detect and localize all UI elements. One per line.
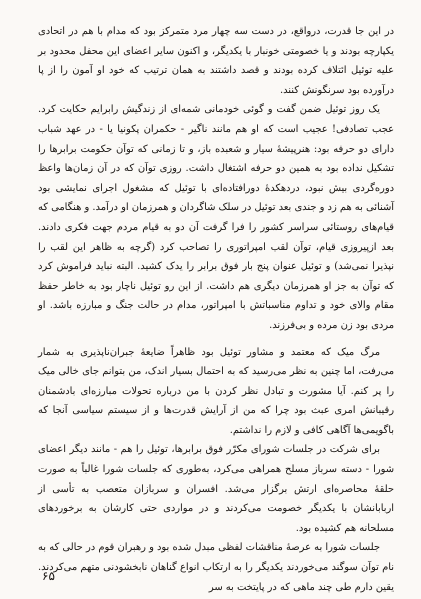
paragraph-1: در این جا قدرت، درواقع، در دست سه چهار مرد متمرکز بود که مدام با هم در اتحادی یکپارچه بودند و یا خصومتی خونبار با یکدیگر، و اکنون سایر اعضای این محفل محدود بر علیه توئیل ائتلاف کرده بودند و قصد داشتند به همان ترتیب که خود او آمون را از پا درآورده بود سرنگونش کنند.	[38, 26, 394, 96]
page-number: ۶۵	[42, 569, 55, 583]
paragraph-4: برای شرکت در جلسات شورای مکرّر فوق برابرها، توئیل را هم - مانند دیگر اعضای شورا - دسته سرباز مسلح همراهی می‌کرد، به‌طوری که جلسات شورا غالباً به صورت حلقهٔ محاصره‌ای ارتش برگزار می‌شد. افسران و سربازان متعصب به تأسی از اربابانشان با یکدیگر خصومت می‌کردند و در مواردی حتی کارشان به برخوردهای مسلحانه هم کشیده بود.	[38, 444, 394, 534]
page-text	[38, 22, 394, 597]
paragraph-3: مرگ میک که معتمد و مشاور توئیل بود ظاهراً ضایعهٔ جبران‌ناپذیری به شمار می‌رفت، اما چنین به نظر می‌رسید که به احتمال بسیار اندک، من بتوانم جای خالی میک را پر کنم. آیا مشورت و تبادل نظر کردن با من درباره تحولات مبارزه‌ای بادشمنان رقیبانش امری عبث بود چرا که من از آرایش قدرت‌ها و از سیستم سیاسی آنجا که باگویمی‌ها آگاهی کافی و لازم را نداشتم.	[38, 346, 394, 436]
paragraph-5: جلسات شورا به عرصهٔ مناقشات لفظی مبدل شده بود و رهبران قوم در حالی که به نام توآن سوگند می‌خوردند یکدیگر را به ارتکاب انواع گناهان نابخشودنی متهم می‌کردند. یقین دارم طی چند ماهی که در پایتخت به سر	[38, 542, 394, 593]
paragraph-2: یک روز توئیل ضمن گفت و گوئی خودمانی شمه‌ای از زندگیش رابرایم حکایت کرد. عجب تصادفی! عجیب است که او هم مانند ناگیر - حکمران پکونیا یا - در عهد شباب دارای دو حرفه بود: هنرپیشهٔ سیار و شعبده باز، و تا زمانی که توآن حکومت برابرها را تشکیل نداده بود به همین دو حرفه اشتغال داشت. روزی توآن که در آن زمان‌ها واعظ دوره‌گردی بیش نبود، دردهکدهٔ دورافتاده‌ای با توئیل که مشغول اجرای نمایشی بود آشنائی به هم زد و جندی بعد توئیل در سلک شاگردان و همرزمان او درآمد. و هنگامی که قیام‌های روستائی سراسر کشور را فرا گرفت آن دو به قیام مردم جهت فکری دادند. بعد ازپیروزی قیام، توآن لقب امپراتوری را تصاحب کرد (گرچه به ظاهر این لقب را نپذیرا نمی‌شد) و توئیل عنوان پنج بار فوق برابر را یدک کشید. البته نباید فراموش کرد که توآن به جز او همرزمان دیگری هم داشت. از این رو توئیل ناچار بود به خاطر حفظ مقام والای خود و تداوم مناسباتش با امپراتور، مدام در حالت جنگ و مبارزه باشد. او مردی بود زن مرده و بی‌فرزند.	[38, 104, 394, 331]
